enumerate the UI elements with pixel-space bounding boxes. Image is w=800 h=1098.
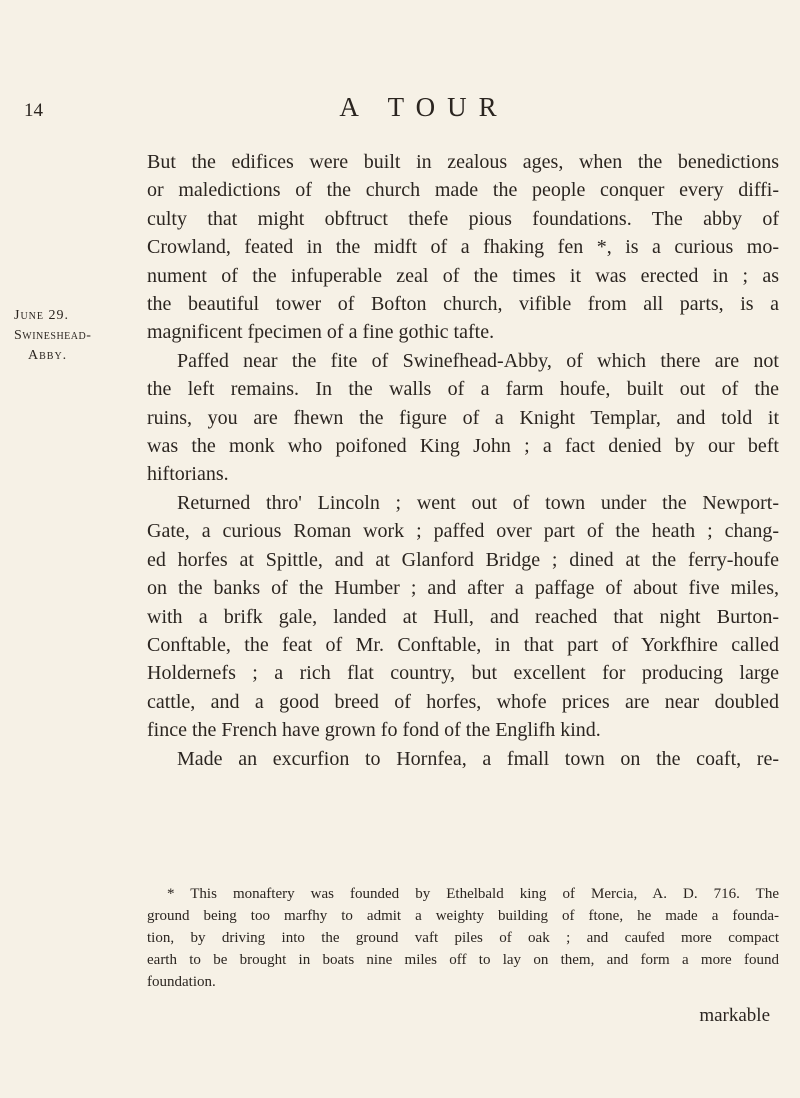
body-line: or maledictions of the church made the people conquer every diffi- bbox=[147, 179, 779, 202]
body-line: But the edifices were built in zealous ages, when the benedictions bbox=[147, 151, 779, 173]
body-line: ed horfes at Spittle, and at Glanford Bridge ; dined at the ferry-houfe bbox=[147, 548, 779, 571]
body-text bbox=[147, 148, 779, 773]
body-line: Holdernefs ; a rich flat country, but excellent for producing large bbox=[147, 662, 779, 685]
margin-note bbox=[14, 306, 140, 366]
margin-note-date: June 29. bbox=[14, 308, 69, 323]
body-line: cattle, and a good breed of horfes, whofe prices are near doubled bbox=[147, 690, 779, 713]
body-line: Made an excurfion to Hornfea, a fmall town on the coaft, re- bbox=[177, 747, 779, 770]
margin-note-place-cont: Abby. bbox=[28, 348, 68, 363]
body-line: magnificent fpecimen of a fine gothic tafte. bbox=[147, 321, 495, 344]
catchword: markable bbox=[699, 1005, 770, 1026]
body-line: the left remains. In the walls of a farm houfe, built out of the bbox=[147, 378, 779, 401]
footnote bbox=[147, 883, 779, 993]
page-number: 14 bbox=[24, 100, 43, 121]
body-line: nument of the infuperable zeal of the times it was erected in ; as bbox=[147, 264, 779, 287]
body-line: Gate, a curious Roman work ; paffed over part of the heath ; chang- bbox=[147, 520, 779, 543]
body-line: culty that might obftruct thefe pious foundations. The abby of bbox=[147, 207, 779, 230]
body-line: the beautiful tower of Bofton church, vifible from all parts, is a bbox=[147, 293, 779, 316]
footnote-line: earth to be brought in boats nine miles off to lay on them, and form a more found bbox=[147, 952, 779, 968]
body-line: with a brifk gale, landed at Hull, and reached that night Burton- bbox=[147, 605, 779, 628]
body-line: Crowland, feated in the midft of a fhaking fen *, is a curious mo- bbox=[147, 236, 779, 259]
footnote-line: ground being too marfhy to admit a weighty building of ftone, he made a founda- bbox=[147, 908, 779, 924]
footnote-line: foundation. bbox=[147, 974, 216, 990]
body-line: hiftorians. bbox=[147, 463, 229, 486]
body-line: was the monk who poifoned King John ; a fact denied by our beft bbox=[147, 435, 779, 458]
body-line: fince the French have grown fo fond of the Englifh kind. bbox=[147, 719, 601, 742]
body-line: ruins, you are fhewn the figure of a Knight Templar, and told it bbox=[147, 406, 779, 429]
body-line: Paffed near the fite of Swinefhead-Abby, of which there are not bbox=[177, 349, 779, 372]
body-line: Conftable, the feat of Mr. Conftable, in that part of Yorkfhire called bbox=[147, 633, 779, 656]
body-line: on the banks of the Humber ; and after a paffage of about five miles, bbox=[147, 577, 779, 600]
running-title: A TOUR bbox=[339, 92, 509, 122]
body-line: Returned thro' Lincoln ; went out of town under the Newport- bbox=[177, 491, 779, 514]
footnote-line: tion, by driving into the ground vaft piles of oak ; and caufed more compact bbox=[147, 930, 779, 946]
footnote-line: * This monaftery was founded by Ethelbald king of Mercia, A. D. 716. The bbox=[167, 886, 779, 902]
margin-note-place: Swineshead- bbox=[14, 328, 92, 343]
